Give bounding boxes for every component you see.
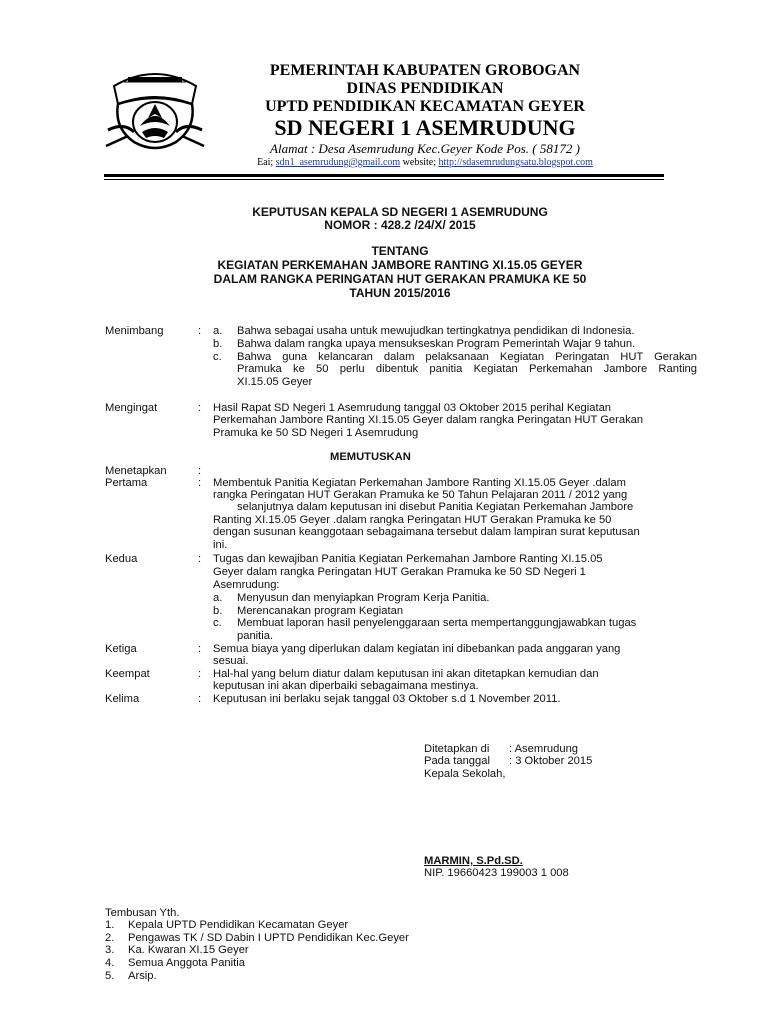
tembusan-item-3: Ka. Kwaran XI.15 Geyer [128, 944, 249, 956]
menetapkan-label: Menetapkan [105, 465, 167, 477]
email-label: Eai; [257, 157, 276, 168]
tembusan-item-4: Semua Anggota Panitia [128, 957, 245, 969]
ditetapkan-label: Ditetapkan di [424, 743, 490, 755]
keempat-line2: keputusan ini akan diperbaiki sebagaimana mestinya. [213, 680, 479, 692]
subject-line-3: TAHUN 2015/2016 [349, 286, 451, 300]
subject-line-1: KEGIATAN PERKEMAHAN JAMBORE RANTING XI.15.05 GEYER [217, 258, 583, 272]
pertama-line2: rangka Peringatan HUT Gerakan Pramuka ke 50 Tahun Pelajaran 2011 / 2012 yang [213, 489, 628, 501]
kedua-line2: Geyer dalam rangka Peringatan HUT Gerakan Pramuka ke 50 SD Negeri 1 [213, 566, 586, 578]
pertama-line1: Membentuk Panitia Kegiatan Perkemahan Jambore Ranting XI.15.05 Geyer .dalam [213, 477, 626, 489]
menimbang-colon: : [198, 325, 202, 337]
pertama-colon: : [198, 477, 202, 489]
memutuskan-heading: MEMUTUSKAN [330, 451, 411, 463]
contact-line [190, 157, 660, 169]
tembusan-num-1: 1. [105, 919, 115, 931]
ketiga-colon: : [198, 643, 202, 655]
kedua-c-cont: panitia. [237, 630, 274, 642]
school-name: SD NEGERI 1 ASEMRUDUNG [274, 115, 576, 140]
keempat-colon: : [198, 668, 202, 680]
menimbang-c-line2: Pramuka ke 50 perlu dibentuk panitia Kegiatan Perkemahan Jambore Ranting [237, 363, 697, 375]
keempat-line1: Hal-hal yang belum diatur dalam keputusan ini akan ditetapkan kemudian dan [213, 668, 599, 680]
tembusan-num-3: 3. [105, 944, 115, 956]
mengingat-line2: Perkemahan Jambore Ranting XI.15.05 Geyer dalam rangka Peringatan HUT Gerakan [213, 414, 644, 426]
decree-number: NOMOR : 428.2 /24/X/ 2015 [324, 218, 476, 232]
kedua-b-letter: b. [213, 605, 223, 617]
menimbang-c-line3: XI.15.05 Geyer [237, 376, 313, 388]
school-address: Alamat : Desa Asemrudung Kec.Geyer Kode Pos. ( 58172 ) [270, 141, 580, 156]
website-link[interactable]: http://sdasemrudungsatu.blogspot.com [438, 157, 593, 168]
kelima-colon: : [198, 693, 202, 705]
tembusan-num-2: 2. [105, 932, 115, 944]
kelima-line1: Keputusan ini berlaku sejak tanggal 03 Oktober s.d 1 November 2011. [213, 693, 561, 705]
website-label: website; [400, 157, 439, 168]
ketiga-line2: sesuai. [213, 655, 249, 667]
header-rule-thin [104, 179, 664, 180]
signer-name: MARMIN, S.Pd.SD. [424, 855, 523, 867]
decree-title: KEPUTUSAN KEPALA SD NEGERI 1 ASEMRUDUNG [252, 205, 548, 219]
header-gov: PEMERINTAH KABUPATEN GROBOGAN [269, 62, 581, 79]
menimbang-a-text: Bahwa sebagai usaha untuk mewujudkan tertingkatnya pendidikan di Indonesia. [237, 325, 635, 337]
ketiga-label: Ketiga [105, 643, 137, 655]
kedua-c-letter: c. [213, 617, 222, 629]
menimbang-b-text: Bahwa dalam rangka upaya mensukseskan Program Pemerintah Wajar 9 tahun. [237, 338, 636, 350]
keempat-label: Keempat [105, 668, 150, 680]
header-dept: DINAS PENDIDIKAN [346, 80, 504, 97]
menimbang-c-letter: c. [213, 351, 222, 363]
pertama-line3: selanjutnya dalam keputusan ini disebut Panitia Kegiatan Perkemahan Jambore [237, 501, 634, 513]
menetapkan-colon: : [198, 465, 202, 477]
tanggal-label: Pada tanggal [424, 755, 490, 767]
menimbang-b-letter: b. [213, 338, 223, 350]
menimbang-a-letter: a. [213, 325, 223, 337]
kedua-a-text: Menyusun dan menyiapkan Program Kerja Panitia. [237, 592, 490, 604]
tembusan-item-1: Kepala UPTD Pendidikan Kecamatan Geyer [128, 919, 349, 931]
signer-nip: NIP. 19660423 199003 1 008 [424, 867, 569, 879]
kedua-c-text: Membuat laporan hasil penyelenggaraan serta mempertanggungjawabkan tugas [237, 617, 637, 629]
kedua-a-letter: a. [213, 592, 223, 604]
kedua-line3: Asemrudung: [213, 579, 280, 591]
tembusan-num-4: 4. [105, 957, 115, 969]
tembusan-item-5: Arsip. [128, 970, 157, 982]
kedua-label: Kedua [105, 553, 138, 565]
menimbang-label: Menimbang [105, 325, 164, 337]
pertama-line4: Ranting XI.15.05 Geyer .dalam rangka Peringatan HUT Gerakan Pramuka ke 50 [213, 514, 612, 526]
kedua-colon: : [198, 553, 202, 565]
tanggal-value: : 3 Oktober 2015 [509, 755, 593, 767]
pertama-label: Pertama [105, 477, 148, 489]
mengingat-line3: Pramuka ke 50 SD Negeri 1 Asemrudung [213, 427, 419, 439]
kedua-line1: Tugas dan kewajiban Panitia Kegiatan Perkemahan Jambore Ranting XI.15.05 [213, 553, 603, 565]
subject-line-2: DALAM RANGKA PERINGATAN HUT GERAKAN PRAMUKA KE 50 [213, 272, 587, 286]
mengingat-colon: : [198, 402, 202, 414]
signer-role: Kepala Sekolah, [424, 768, 506, 780]
pertama-line5: dengan susunan keanggotaan sebagaimana tersebut dalam lampiran surat keputusan [213, 526, 640, 538]
tentang-heading: TENTANG [371, 244, 429, 258]
kelima-label: Kelima [105, 693, 140, 705]
email-link[interactable]: sdn1_asemrudung@gmail.com [275, 157, 401, 168]
mengingat-line1: Hasil Rapat SD Negeri 1 Asemrudung tanggal 03 Oktober 2015 perihal Kegiatan [213, 402, 612, 414]
ketiga-line1: Semua biaya yang diperlukan dalam kegiatan ini dibebankan pada anggaran yang [213, 643, 621, 655]
header-rule-thick [104, 174, 664, 177]
mengingat-label: Mengingat [105, 402, 158, 414]
kedua-b-text: Merencanakan program Kegiatan [237, 605, 404, 617]
tembusan-num-5: 5. [105, 970, 115, 982]
tembusan-title: Tembusan Yth. [105, 907, 180, 919]
header-uptd: UPTD PENDIDIKAN KECAMATAN GEYER [265, 98, 585, 115]
pertama-line6: ini. [213, 539, 228, 551]
ditetapkan-value: : Asemrudung [509, 743, 579, 755]
tembusan-item-2: Pengawas TK / SD Dabin I UPTD Pendidikan Kec.Geyer [128, 932, 409, 944]
menimbang-c-line1: Bahwa guna kelancaran dalam pelaksanaan Kegiatan Peringatan HUT Gerakan [237, 351, 697, 363]
